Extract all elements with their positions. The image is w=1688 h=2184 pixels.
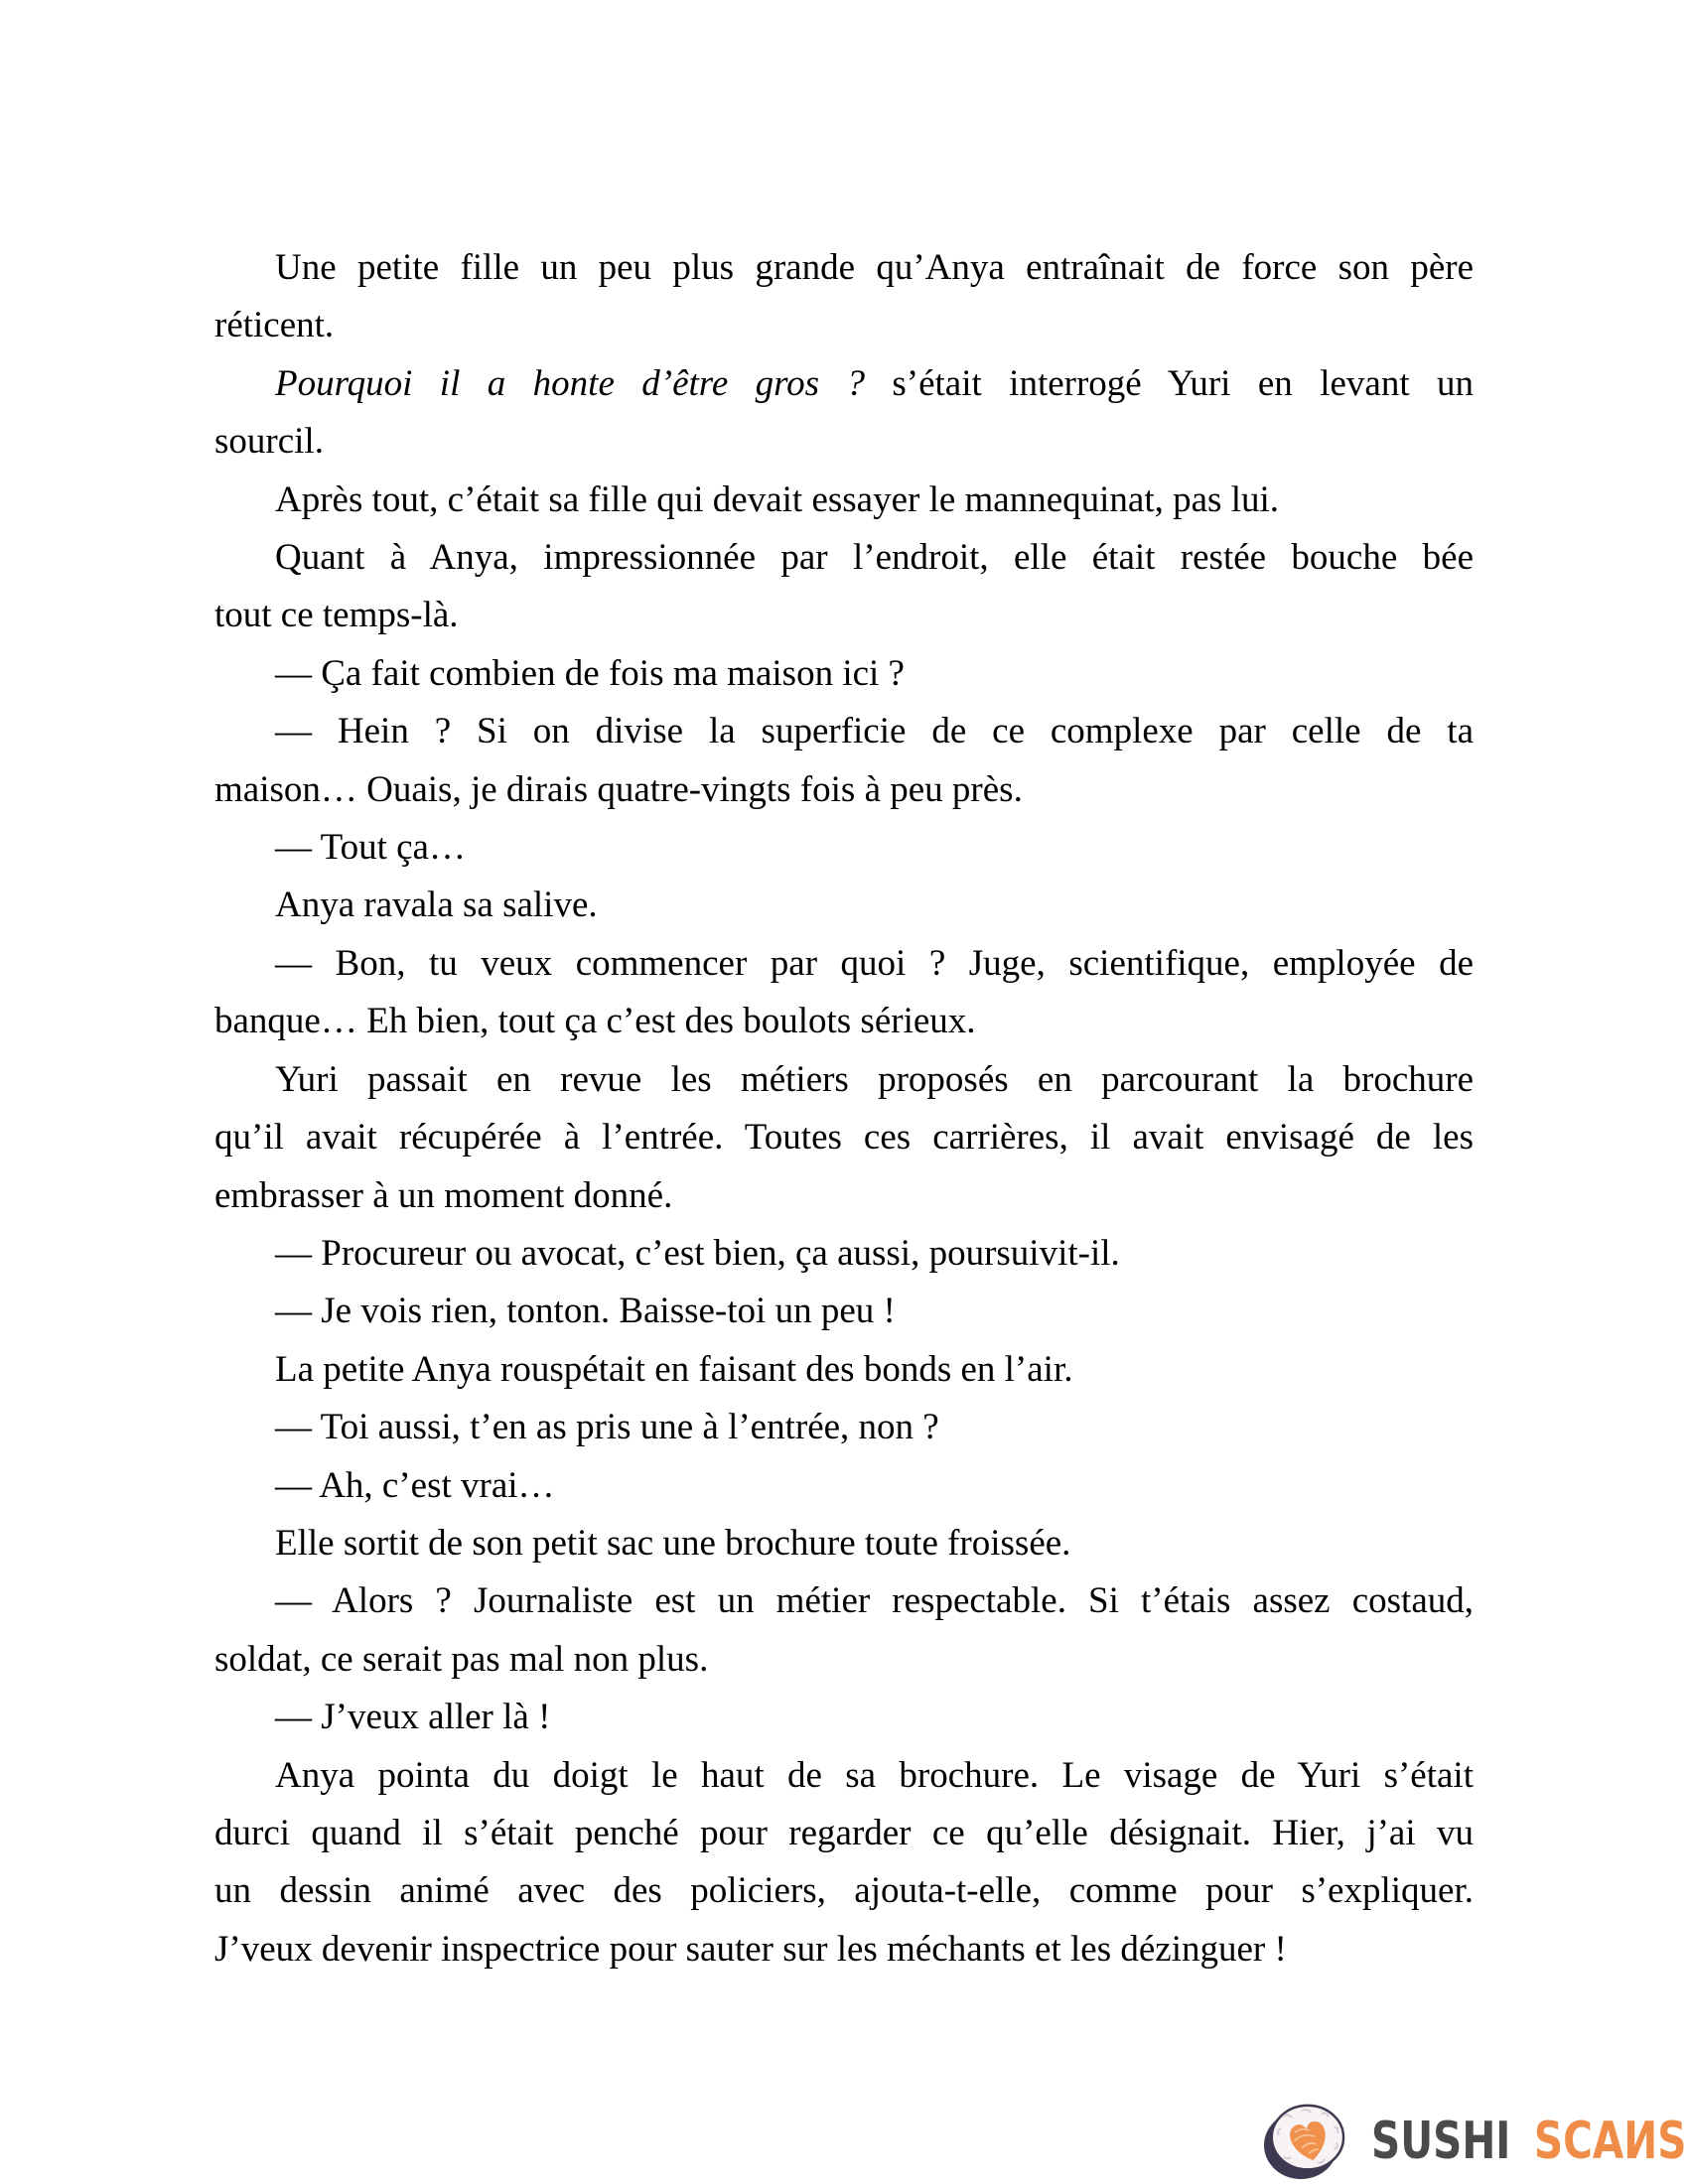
text-line — [214, 587, 1474, 644]
text-line — [214, 1631, 1474, 1689]
text-segment: — Tout ça… — [275, 827, 466, 869]
text-line — [214, 1515, 1474, 1572]
paragraph — [214, 472, 1474, 529]
text-segment: maison… Ouais, je dirais quatre-vingts fois à peu près. — [214, 768, 1023, 810]
paragraph — [214, 1515, 1474, 1572]
text-segment: — Hein ? Si on divise la superficie de ce complexe par celle de ta — [275, 711, 1474, 752]
text-line — [214, 1051, 1474, 1109]
sushi-scans-logo — [1259, 2101, 1688, 2182]
page-text — [214, 239, 1474, 1979]
text-line — [214, 1283, 1474, 1340]
text-segment: — Ça fait combien de fois ma maison ici ? — [275, 652, 905, 694]
paragraph — [214, 1341, 1474, 1399]
text-segment: — Toi aussi, t’en as pris une à l’entrée, non ? — [275, 1407, 939, 1448]
text-line — [214, 1805, 1474, 1862]
text-segment: — Je vois rien, tonton. Baisse-toi un peu ! — [275, 1291, 896, 1332]
paragraph — [214, 355, 1474, 472]
text-segment: Quant à Anya, impressionnée par l’endroit, elle était restée bouche bée — [275, 537, 1474, 579]
text-segment: Elle sortit de son petit sac une brochure toute froissée. — [275, 1522, 1071, 1564]
text-line — [214, 819, 1474, 877]
paragraph — [214, 645, 1474, 703]
paragraph — [214, 1051, 1474, 1225]
text-segment: Après tout, c’était sa fille qui devait essayer le mannequinat, pas lui. — [275, 478, 1280, 520]
text-line — [214, 1399, 1474, 1456]
paragraph — [214, 819, 1474, 877]
text-line — [214, 239, 1474, 297]
text-segment: durci quand il s’était penché pour regarder ce qu’elle désignait. Hier, j’ai vu — [214, 1812, 1474, 1853]
text-line — [214, 877, 1474, 934]
text-segment: — Alors ? Journaliste est un métier respectable. Si t’étais assez costaud, — [275, 1580, 1474, 1622]
text-segment: — Ah, c’est vrai… — [275, 1464, 555, 1506]
text-line — [214, 1457, 1474, 1515]
text-segment: soldat, ce serait pas mal non plus. — [214, 1638, 709, 1680]
paragraph — [214, 1399, 1474, 1456]
text-line — [214, 993, 1474, 1050]
logo-word-sushi: SUSHI — [1371, 2112, 1511, 2171]
text-line — [214, 1109, 1474, 1166]
paragraph — [214, 1225, 1474, 1283]
text-line — [214, 1341, 1474, 1399]
text-line — [214, 1862, 1474, 1920]
text-segment: un dessin animé avec des policiers, ajouta-t-elle, comme pour s’expliquer. — [214, 1870, 1474, 1912]
text-line — [214, 1747, 1474, 1805]
logo-text — [1371, 2101, 1686, 2182]
text-line — [214, 935, 1474, 993]
sushi-roll-icon — [1259, 2101, 1350, 2182]
text-segment: s’était interrogé Yuri en levant un — [864, 362, 1474, 404]
text-segment: banque… Eh bien, tout ça c’est des boulots sérieux. — [214, 1001, 976, 1042]
text-line — [214, 703, 1474, 760]
paragraph — [214, 1689, 1474, 1746]
paragraph — [214, 529, 1474, 645]
text-line — [214, 413, 1474, 471]
italic-text-segment: Pourquoi il a honte d’être gros ? — [275, 362, 865, 404]
paragraph — [214, 1572, 1474, 1689]
text-line — [214, 529, 1474, 587]
text-segment: La petite Anya rouspétait en faisant des bonds en l’air. — [275, 1348, 1073, 1390]
text-line — [214, 761, 1474, 819]
text-line — [214, 1572, 1474, 1630]
text-segment: sourcil. — [214, 421, 324, 463]
logo-word-scans: SCAИS — [1533, 2112, 1687, 2171]
text-segment: — J’veux aller là ! — [275, 1697, 551, 1738]
paragraph — [214, 1283, 1474, 1340]
text-line — [214, 297, 1474, 354]
text-line — [214, 1225, 1474, 1283]
paragraph — [214, 1747, 1474, 1979]
text-line — [214, 645, 1474, 703]
paragraph — [214, 877, 1474, 934]
text-line — [214, 1689, 1474, 1746]
text-segment: — Procureur ou avocat, c’est bien, ça aussi, poursuivit-il. — [275, 1232, 1120, 1274]
text-segment: Anya pointa du doigt le haut de sa brochure. Le visage de Yuri s’était — [275, 1754, 1474, 1796]
text-segment: tout ce temps-là. — [214, 595, 459, 636]
text-segment: Anya ravala sa salive. — [275, 885, 598, 926]
text-segment: qu’il avait récupérée à l’entrée. Toutes ces carrières, il avait envisagé de les — [214, 1117, 1474, 1159]
text-line — [214, 472, 1474, 529]
text-segment: Yuri passait en revue les métiers proposés en parcourant la brochure — [275, 1058, 1474, 1100]
text-line — [214, 355, 1474, 413]
text-line — [214, 1921, 1474, 1979]
text-segment: J’veux devenir inspectrice pour sauter sur les méchants et les dézinguer ! — [214, 1928, 1287, 1970]
paragraph — [214, 935, 1474, 1051]
text-segment: embrasser à un moment donné. — [214, 1174, 673, 1216]
paragraph — [214, 239, 1474, 355]
text-segment: — Bon, tu veux commencer par quoi ? Juge, scientifique, employée de — [275, 942, 1474, 984]
text-line — [214, 1167, 1474, 1225]
paragraph — [214, 1457, 1474, 1515]
paragraph — [214, 703, 1474, 819]
text-segment: Une petite fille un peu plus grande qu’Anya entraînait de force son père — [275, 247, 1474, 288]
text-segment: réticent. — [214, 305, 335, 346]
